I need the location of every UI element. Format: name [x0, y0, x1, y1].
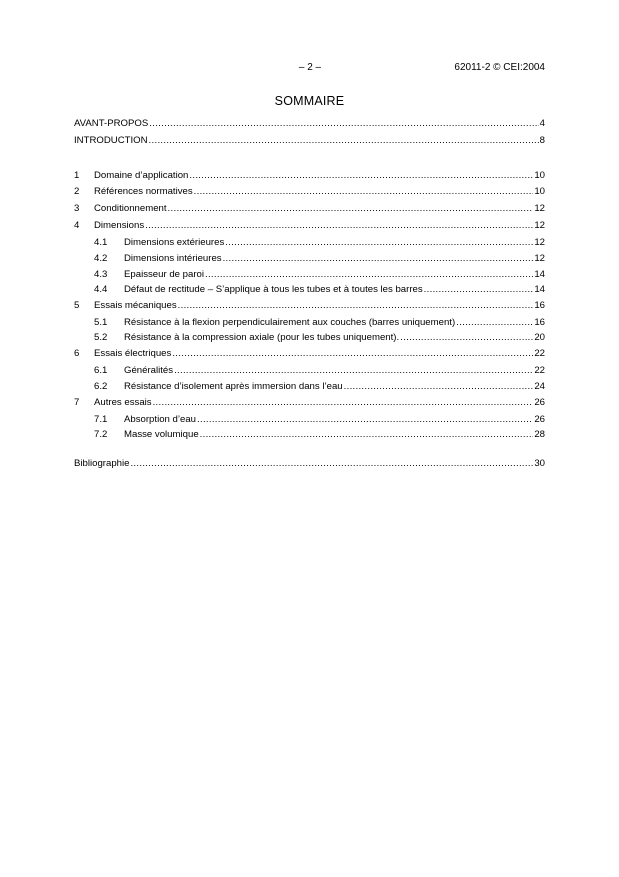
- toc-dot-leader: [200, 428, 534, 442]
- toc-dot-leader: [145, 219, 533, 233]
- toc-entry-page: 12: [534, 253, 545, 264]
- toc-entry-number: 7: [74, 397, 80, 408]
- toc-entry-label: Résistance d’isolement après immersion dans l’eau: [124, 381, 343, 392]
- toc-entry-page: 24: [534, 381, 545, 392]
- toc-entry[interactable]: [94, 268, 545, 282]
- toc-entry-number: 4.2: [94, 253, 108, 264]
- toc-entry-page: 16: [534, 317, 545, 328]
- toc-entry-label: Conditionnement: [94, 203, 167, 214]
- toc-entry-page: 26: [534, 414, 545, 425]
- document-reference: 62011-2 © CEI:2004: [454, 62, 545, 73]
- toc-entry-label: Dimensions: [94, 220, 145, 231]
- toc-dot-leader: [178, 299, 534, 313]
- toc-entry[interactable]: [94, 380, 545, 394]
- toc-entry-label: Bibliographie: [74, 458, 130, 469]
- toc-entry[interactable]: [74, 134, 545, 148]
- toc-entry-number: 6.2: [94, 381, 108, 392]
- page-header: [0, 61, 619, 75]
- toc-dot-leader: [149, 117, 538, 131]
- toc-entry-page: 22: [534, 348, 545, 359]
- toc-entry-page: 22: [534, 365, 545, 376]
- toc-dot-leader: [344, 380, 534, 394]
- toc-entry[interactable]: [74, 457, 545, 471]
- toc-dot-leader: [225, 236, 533, 250]
- toc-entry-label: Références normatives: [94, 186, 193, 197]
- toc-entry[interactable]: [94, 413, 545, 427]
- toc-entry-label: Essais mécaniques: [94, 300, 177, 311]
- toc-entry[interactable]: [74, 202, 545, 216]
- toc-entry-page: 14: [534, 269, 545, 280]
- toc-entry-number: 4.4: [94, 284, 108, 295]
- toc-entry[interactable]: [94, 283, 545, 297]
- toc-dot-leader: [174, 364, 533, 378]
- toc-entry-page: 10: [534, 170, 545, 181]
- toc-entry-number: 7.2: [94, 429, 108, 440]
- toc-entry-page: 14: [534, 284, 545, 295]
- toc-entry-page: 20: [534, 332, 545, 343]
- toc-entry-page: 4: [539, 118, 545, 129]
- toc-entry-page: 16: [534, 300, 545, 311]
- toc-entry-number: 3: [74, 203, 80, 214]
- toc-entry-number: 5.1: [94, 317, 108, 328]
- toc-entry[interactable]: [74, 347, 545, 361]
- toc-dot-leader: [189, 169, 533, 183]
- toc-entry-label: Dimensions extérieures: [124, 237, 225, 248]
- toc-entry-number: 6.1: [94, 365, 108, 376]
- page-title: SOMMAIRE: [274, 94, 345, 108]
- toc-entry[interactable]: [74, 219, 545, 233]
- toc-entry[interactable]: [94, 252, 545, 266]
- toc-dot-leader: [130, 457, 533, 471]
- toc-entry-label: Masse volumique: [124, 429, 199, 440]
- toc-dot-leader: [149, 134, 539, 148]
- toc-entry-label: Epaisseur de paroi: [124, 269, 204, 280]
- toc-dot-leader: [400, 331, 533, 345]
- toc-entry-number: 2: [74, 186, 80, 197]
- toc-entry-label: Domaine d’application: [94, 170, 189, 181]
- toc-entry[interactable]: [74, 169, 545, 183]
- toc-entry-page: 30: [534, 458, 545, 469]
- toc-dot-leader: [205, 268, 533, 282]
- toc-entry-label: AVANT-PROPOS: [74, 118, 149, 129]
- toc-entry-number: 4: [74, 220, 80, 231]
- toc-entry[interactable]: [74, 185, 545, 199]
- toc-entry-page: 12: [534, 237, 545, 248]
- toc-entry[interactable]: [94, 331, 545, 345]
- toc-dot-leader: [194, 185, 534, 199]
- toc-entry-label: Absorption d’eau: [124, 414, 197, 425]
- toc-entry-number: 4.3: [94, 269, 108, 280]
- toc-entry-label: INTRODUCTION: [74, 135, 148, 146]
- toc-entry-page: 12: [534, 220, 545, 231]
- toc-entry-label: Généralités: [124, 365, 174, 376]
- toc-dot-leader: [197, 413, 533, 427]
- toc-entry-label: Autres essais: [94, 397, 152, 408]
- toc-entry[interactable]: [74, 299, 545, 313]
- toc-entry[interactable]: [74, 396, 545, 410]
- toc-entry-page: 10: [534, 186, 545, 197]
- toc-entry-label: Dimensions intérieures: [124, 253, 222, 264]
- toc-entry-number: 7.1: [94, 414, 108, 425]
- toc-entry-number: 5: [74, 300, 80, 311]
- toc-entry-page: 12: [534, 203, 545, 214]
- toc-dot-leader: [168, 202, 534, 216]
- toc-entry[interactable]: [94, 236, 545, 250]
- toc-entry-number: 5.2: [94, 332, 108, 343]
- toc-dot-leader: [223, 252, 534, 266]
- toc-dot-leader: [172, 347, 533, 361]
- toc-entry-label: Résistance à la flexion perpendiculairement aux couches (barres uniquement): [124, 317, 456, 328]
- toc-entry[interactable]: [94, 428, 545, 442]
- toc-entry-label: Défaut de rectitude – S’applique à tous les tubes et à toutes les barres: [124, 284, 423, 295]
- toc-entry-number: 4.1: [94, 237, 108, 248]
- toc-entry[interactable]: [94, 316, 545, 330]
- page-number: – 2 –: [298, 62, 322, 73]
- toc-entry-number: 1: [74, 170, 80, 181]
- toc-entry-label: Résistance à la compression axiale (pour les tubes uniquement).: [124, 332, 400, 343]
- toc-dot-leader: [456, 316, 533, 330]
- toc-entry[interactable]: [74, 117, 545, 131]
- toc-entry-label: Essais électriques: [94, 348, 172, 359]
- toc-entry-number: 6: [74, 348, 80, 359]
- toc-entry[interactable]: [94, 364, 545, 378]
- toc-dot-leader: [424, 283, 534, 297]
- toc-dot-leader: [153, 396, 534, 410]
- toc-entry-page: 26: [534, 397, 545, 408]
- toc-entry-page: 28: [534, 429, 545, 440]
- toc-entry-page: 8: [539, 135, 545, 146]
